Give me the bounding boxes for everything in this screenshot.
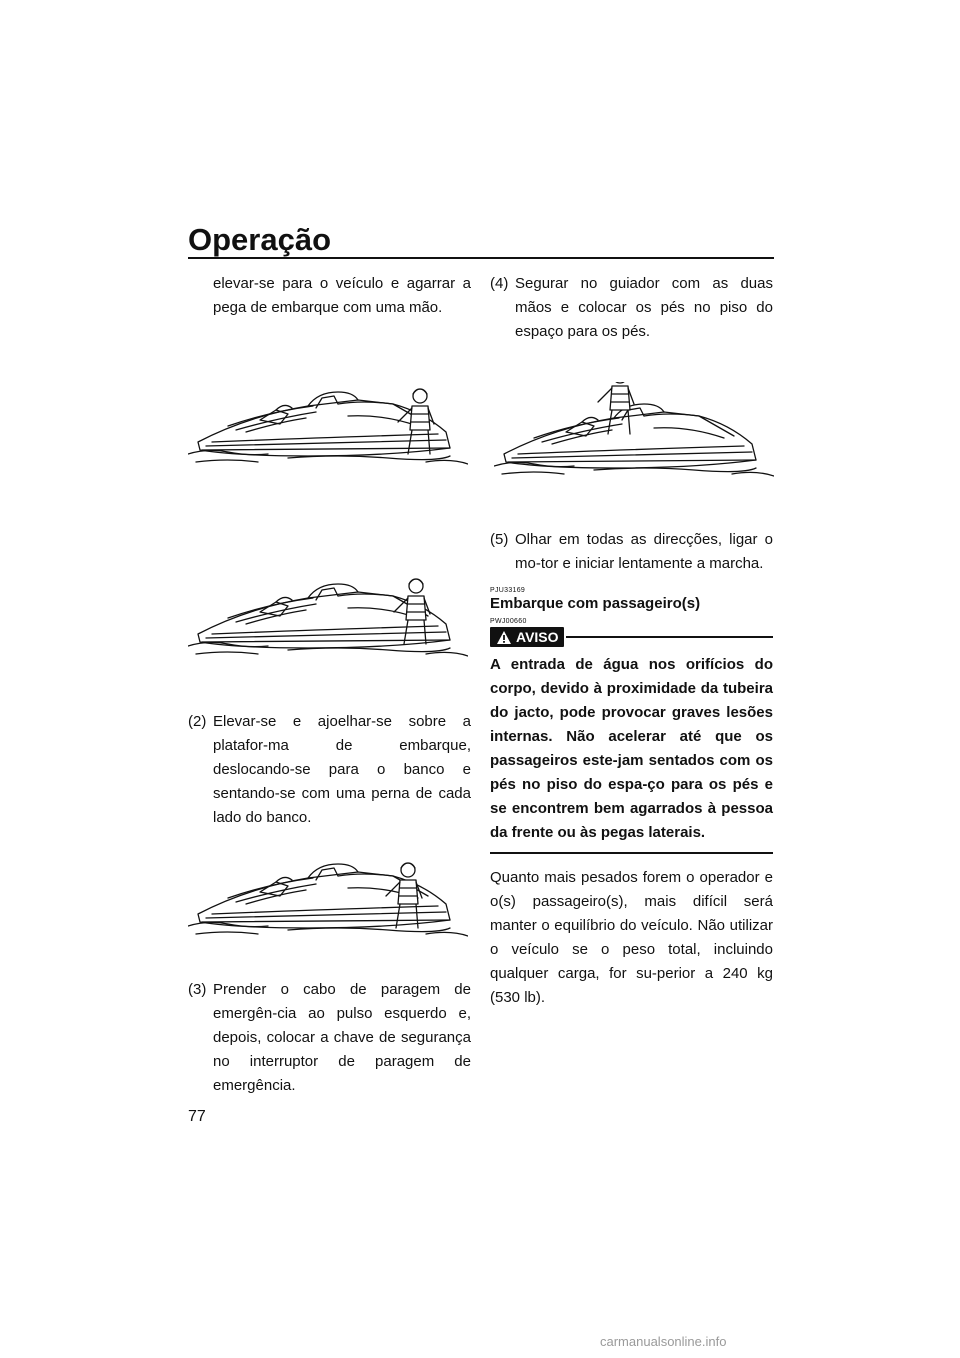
warning-triangle-icon: [496, 630, 512, 645]
warning-label: AVISO: [516, 629, 559, 645]
page-number: 77: [188, 1108, 206, 1125]
step-2-number: (2): [188, 713, 207, 730]
warning-text: A entrada de água nos orifícios do corpo, devido à proximidade da tubeira do jacto, pode provocar graves lesões internas. Não acelerar até que os passageiros este-jam sentados com os pés no piso do espa-ço para os pés e se encontrem bem agarrados à pessoa da frente ou às pegas laterais.: [490, 656, 773, 841]
section-title: Embarque com passageiro(s): [490, 595, 701, 612]
illustration-boarding-grab-handle: [188, 380, 468, 480]
page-title: Operação: [188, 222, 332, 257]
step-3-number: (3): [188, 981, 207, 998]
step-2: [188, 710, 471, 830]
illustration-riding-position: [494, 382, 774, 492]
warning-badge: [490, 627, 564, 647]
step-5-number: (5): [490, 531, 509, 548]
header-rule: [188, 257, 774, 259]
step-4: [490, 272, 773, 344]
step-3: [188, 978, 471, 1098]
section-code: PJU33169: [490, 587, 526, 594]
continuation-text: elevar-se para o veículo e agarrar a pega de embarque com uma mão.: [213, 275, 471, 316]
warning-header-rule: [566, 636, 773, 638]
warning-end-rule: [490, 852, 773, 854]
passenger-weight-text: Quanto mais pesados forem o operador e o(s) passageiro(s), mais difícil será manter o equilíbrio do veículo. Não utilizar o veículo se o peso total, incluindo qualquer carga, for su-perior a 240 kg (530 lb).: [490, 869, 773, 1006]
illustration-boarding-kneel: [188, 572, 468, 672]
illustration-boarding-seated: [188, 852, 468, 952]
left-intro: [188, 272, 471, 320]
watermark: carmanualsonline.info: [600, 1334, 727, 1349]
step-5-text: Olhar em todas as direcções, ligar o mo-tor e iniciar lentamente a marcha.: [515, 531, 773, 572]
warning-code: PWJ00660: [490, 618, 527, 625]
step-4-text: Segurar no guiador com as duas mãos e colocar os pés no piso do espaço para os pés.: [515, 275, 773, 340]
step-4-number: (4): [490, 275, 509, 292]
warning-header: [490, 627, 773, 647]
right-lower-column: [490, 528, 773, 1010]
step-2-text: Elevar-se e ajoelhar-se sobre a platafor-ma de embarque, deslocando-se para o banco e sentando-se com uma perna de cada lado do banco.: [213, 713, 471, 826]
step-3-text: Prender o cabo de paragem de emergên-cia ao pulso esquerdo e, depois, colocar a chave de segurança no interruptor de paragem de emergência.: [213, 981, 471, 1094]
